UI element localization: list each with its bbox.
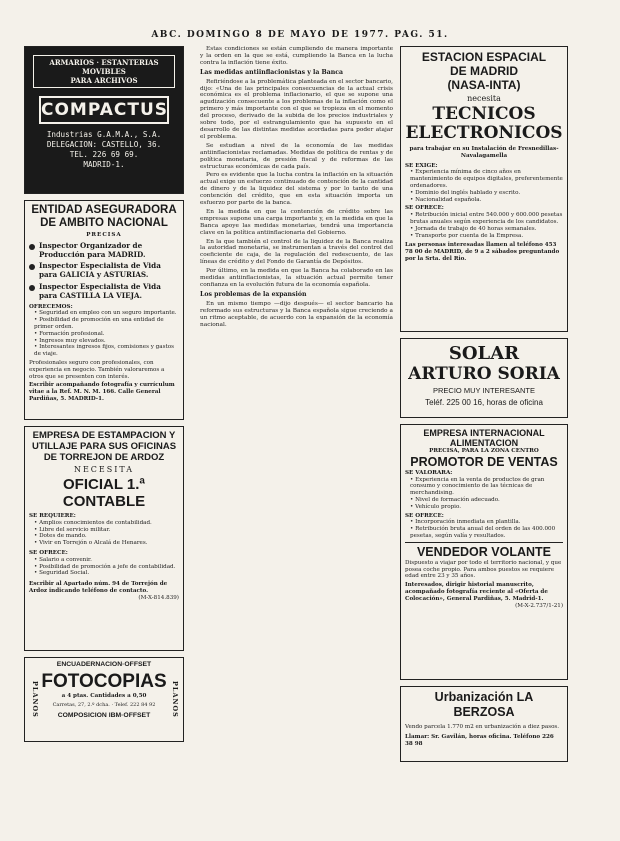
fotocopias-center	[39, 661, 169, 738]
solar-title: SOLAR	[448, 343, 520, 364]
fotocopias-top: ENCUADERNACION·OFFSET	[56, 661, 152, 668]
article-paragraph: Pero es evidente que la lucha contra la inflación en la situación actual exige un esfuerzo continuado de contención de la cantidad de dinero y de la liquidez del sistema y por lo tanto de una contención del crédito, que en esta situación importa un esfuerzo por parte de la banca.	[200, 172, 394, 207]
list-item: • Dotes de mando.	[34, 533, 87, 540]
estampacion-position: OFICIAL 1.ª CONTABLE	[62, 476, 146, 510]
fotocopias-ad	[24, 657, 184, 742]
solar-price: PRECIO MUY INTERESANTE	[433, 386, 535, 395]
fotocopias-price: a 4 ptas. Cantidades a 0,50	[61, 693, 147, 699]
estampacion-title: EMPRESA DE ESTAMPACION Y	[32, 430, 176, 441]
berzosa-title	[405, 690, 563, 720]
alimentacion-contact: Interesados, dirigir historial manuscrito, acompañado fotografía reciente al «Oferta de Colocación», General Pardiñas, 5. Madrid-1.	[405, 582, 548, 602]
alimentacion-title: EMPRESA INTERNACIONAL	[423, 428, 545, 438]
list-item: • Seguridad Social.	[34, 570, 90, 577]
estampacion-ad	[24, 426, 184, 651]
compactus-info-line: DELEGACION: CASTELLO, 36.	[46, 140, 162, 149]
position-text: Inspector Especialista de Vida para GALICIA y ASTURIAS.	[39, 261, 161, 280]
list-item: • Ingresos muy elevados.	[34, 337, 106, 344]
list-item: • Experiencia mínima de cinco años en mantenimiento de equipos digitales, preferentemente ordenadores.	[410, 169, 563, 189]
ofrecemos-label: OFRECEMOS:	[29, 303, 73, 310]
compactus-top-line: ARMARIOS · ESTANTERIAS MOVIBLES	[49, 58, 159, 76]
fotocopias-side-label: PLANOS	[31, 681, 39, 718]
aseguradora-position	[29, 242, 179, 260]
valorara-label: SE VALORARA:	[405, 469, 453, 476]
aseguradora-note: Profesionales seguro con profesionales, con experiencia en negocio. También valoraremos a otros que se presenten con interés.	[29, 359, 165, 380]
article-body	[200, 46, 393, 328]
alimentacion-ad	[400, 424, 568, 680]
list-item: • Amplios conocimientos de contabilidad.	[34, 519, 152, 526]
estacion-position: TECNICOS	[432, 104, 536, 124]
estampacion-title: UTILLAJE PARA SUS OFICINAS	[31, 441, 177, 452]
compactus-ad	[24, 46, 184, 194]
position-text: Inspector Organizador de Producción para MADRID.	[39, 240, 146, 259]
vendedor-text: Dispuesto a viajar por todo el territorio nacional, y que posea coche propio. Para ambos puestos se requiere edad entre 23 y 35 años.	[405, 559, 562, 580]
list-item: • Posibilidad de promoción en una entidad de primer orden.	[34, 317, 164, 330]
list-item: • Seguridad en empleo con un seguro importante.	[34, 310, 177, 317]
list-item: • Vivir en Torrejón o Alcalá de Henares.	[34, 540, 148, 547]
estampacion-ref: (M-X-814.839)	[138, 594, 179, 601]
list-item: • Retribución inicial entre 540.000 y 600.000 pesetas brutas anuales según experiencia de los candidatos.	[410, 212, 563, 225]
aseguradora-position	[29, 283, 179, 301]
compactus-info-line: Industrias G.A.M.A., S.A.	[46, 130, 162, 139]
estampacion-title: DE TORREJON DE ARDOZ	[43, 452, 165, 463]
article-paragraph: En un mismo tiempo —dijo después— el sector bancario ha reformado sus estructuras y la Banca española sigue creciendo a un ritmo aceptable, de acuerdo con la expansión de la economía nacional.	[200, 300, 393, 328]
solar-ad	[400, 338, 568, 418]
estacion-title: ESTACION ESPACIAL	[421, 50, 547, 64]
ofrece-label: SE OFRECE:	[405, 205, 444, 212]
estampacion-necesita: NECESITA	[73, 465, 135, 474]
right-column	[400, 46, 568, 768]
article-paragraph: En la que también el control de la liquidez de la Banca realiza la autoridad monetaria, se instrumentan a través del control del coeficiente de caja, de la regulación del redescuento, de las líneas de crédito y del Fondo de Garantía de Depósitos.	[200, 238, 393, 266]
fotocopias-bottom: COMPOSICION IBM·OFFSET	[57, 711, 151, 719]
list-item: • Retribución bruta anual del orden de las 400.000 pesetas, según valía y resultados.	[410, 526, 556, 539]
list-item: • Nacionalidad española.	[410, 196, 482, 203]
left-column	[24, 46, 184, 748]
compactus-info-line: TEL. 226 69 69.	[69, 150, 139, 159]
berzosa-title-part: Urbanización	[434, 690, 514, 704]
aseguradora-title: DE AMBITO NACIONAL	[40, 217, 168, 229]
article-paragraph: Por último, en la medida en que la Banca ha colaborado en las medidas antiinflacionistas, la situación actual permite tener confianza en la evolución futura de la economía española.	[200, 268, 393, 288]
alimentacion-precisa: PRECISA, PARA LA ZONA CENTRO	[429, 448, 539, 454]
bullet-icon	[29, 285, 35, 291]
berzosa-title-part: LA BERZOSA	[453, 690, 534, 719]
fotocopias-side-label: PLANOS	[171, 681, 179, 718]
list-item: • Salario a convenir.	[34, 556, 92, 563]
list-item: • Interesantes ingresos fijos, comisiones y gastos de viaje.	[34, 344, 174, 358]
compactus-top-line: PARA ARCHIVOS	[70, 76, 138, 85]
requisitos-label: SE REQUIERE:	[29, 513, 76, 519]
compactus-info-line: MADRID-1.	[83, 160, 125, 169]
bullet-icon	[29, 264, 35, 270]
list-item: • Libre del servicio militar.	[34, 526, 111, 533]
solar-title: ARTURO SORIA	[408, 364, 560, 384]
compactus-logo: COMPACTUS	[39, 96, 169, 124]
compactus-info	[33, 130, 175, 170]
aseguradora-title: ENTIDAD ASEGURADORA	[31, 204, 177, 216]
fotocopias-address: Carretas, 27, 2.º dcha. · Telef. 222 84 92	[52, 701, 156, 708]
berzosa-contact: Llamar: Sr. Gavilán, horas oficina. Teléfono 226 38 98	[405, 733, 554, 747]
aseguradora-position	[29, 262, 179, 280]
ofrece-label: SE OFRECE:	[29, 549, 68, 556]
article-column	[200, 46, 393, 330]
estacion-position: ELECTRONICOS	[405, 123, 563, 143]
list-item: • Formación profesional.	[34, 330, 105, 337]
alimentacion-position: PROMOTOR DE VENTAS	[410, 454, 558, 469]
article-paragraph: Estas condiciones se están cumpliendo de manera importante y la orden en la que se está, cumpliendo la Banca en la lucha contra la inflación tiene éxito.	[200, 46, 393, 66]
list-item: • Dominio del inglés hablado y escrito.	[410, 189, 521, 196]
estampacion-contact: Escribir al Apartado núm. 94 de Torrejón de Ardoz indicando teléfono de contacto.	[29, 581, 168, 594]
list-item: • Nivel de formación adecuado.	[410, 496, 500, 503]
article-paragraph: Refiriéndose a la problemática planteada en el sector bancario, dijo: «Una de las principales consecuencias de la actual crisis económica es el problema inflacionario, el que se supone una agudización consecuente a los problemas de la inflación como el primero y más importante con el que se tropieza en el momento del proceso, derivado de la subida de los precios industriales y sobre todo, por el estrangulamiento que ha supuesto en el desarrollo de las distintas medidas acordadas para poder atajar el problema.	[200, 78, 393, 140]
ofrece-label: SE OFRECE:	[405, 512, 444, 519]
list-item: • Jornada de trabajo de 40 horas semanales.	[410, 225, 537, 232]
aseguradora-contact: Escribir acompañando fotografía y currículum vitae a la Ref. M. N. M. 166. Calle General Pardiñas, 5. MADRID-1.	[29, 382, 175, 402]
position-text: Inspector Especialista de Vida para CASTILLA LA VIEJA.	[39, 281, 161, 300]
berzosa-ad	[400, 686, 568, 762]
estacion-necesita: necesita	[467, 94, 501, 103]
aseguradora-ad	[24, 200, 184, 420]
aseguradora-precisa: PRECISA	[86, 232, 122, 238]
list-item: • Incorporación inmediata en plantilla.	[410, 519, 521, 526]
exige-label: SE EXIGE:	[405, 162, 438, 169]
article-paragraph: En la medida en que la contención de crédito sobre las empresas supone una carga importante y, en la medida en que la Banca apoye las medidas monetarias, tendrá una importancia clave en la política antiinflacionaria del Gobierno.	[200, 208, 393, 236]
fotocopias-title: FOTOCOPIAS	[41, 671, 167, 692]
list-item: • Posibilidad de promoción a jefe de contabilidad.	[34, 563, 176, 570]
list-item: • Transporte por cuenta de la Empresa.	[410, 232, 524, 239]
vendedor-title: VENDEDOR VOLANTE	[416, 544, 552, 559]
divider	[405, 542, 563, 543]
estacion-title: (NASA-INTA)	[447, 78, 521, 92]
estacion-contact: Las personas interesadas llamen al teléfono 453 78 00 de MADRID, de 9 a 2 sábados preguntando por la Srta. del Rio.	[405, 242, 560, 262]
compactus-heading	[33, 55, 175, 88]
alimentacion-ref: (M-X-2.737/1-21)	[515, 602, 563, 609]
list-item: • Vehículo propio.	[410, 503, 462, 510]
estacion-title: DE MADRID	[450, 64, 518, 78]
estacion-ad	[400, 46, 568, 332]
list-item: • Experiencia en la venta de productos de gran consumo y conocimiento de las técnicas de merchandising.	[410, 476, 545, 497]
article-paragraph: Se estudian a nivel de la economía de las medidas antiinflacionistas reclamadas. Medidas de política de rentas y de política monetaria, de presión fiscal y de reformas de las estructuras económicas de cada país.	[200, 142, 393, 170]
bullet-icon	[29, 244, 35, 250]
berzosa-text: Vendo parcela 1.770 m2 en urbanización a diez pasos.	[405, 724, 560, 730]
estacion-purpose: para trabajar en su Instalación de Fresnedillas-Navalagamella	[409, 146, 559, 159]
article-subhead: Los problemas de la expansión	[200, 290, 307, 298]
alimentacion-title: ALIMENTACION	[449, 438, 519, 448]
solar-phone: Teléf. 225 00 16, horas de oficina	[425, 398, 543, 407]
article-subhead: Las medidas antiinflacionistas y la Banca	[200, 68, 344, 76]
page-header: ABC. DOMINGO 8 DE MAYO DE 1977. PAG. 51.	[151, 30, 449, 40]
